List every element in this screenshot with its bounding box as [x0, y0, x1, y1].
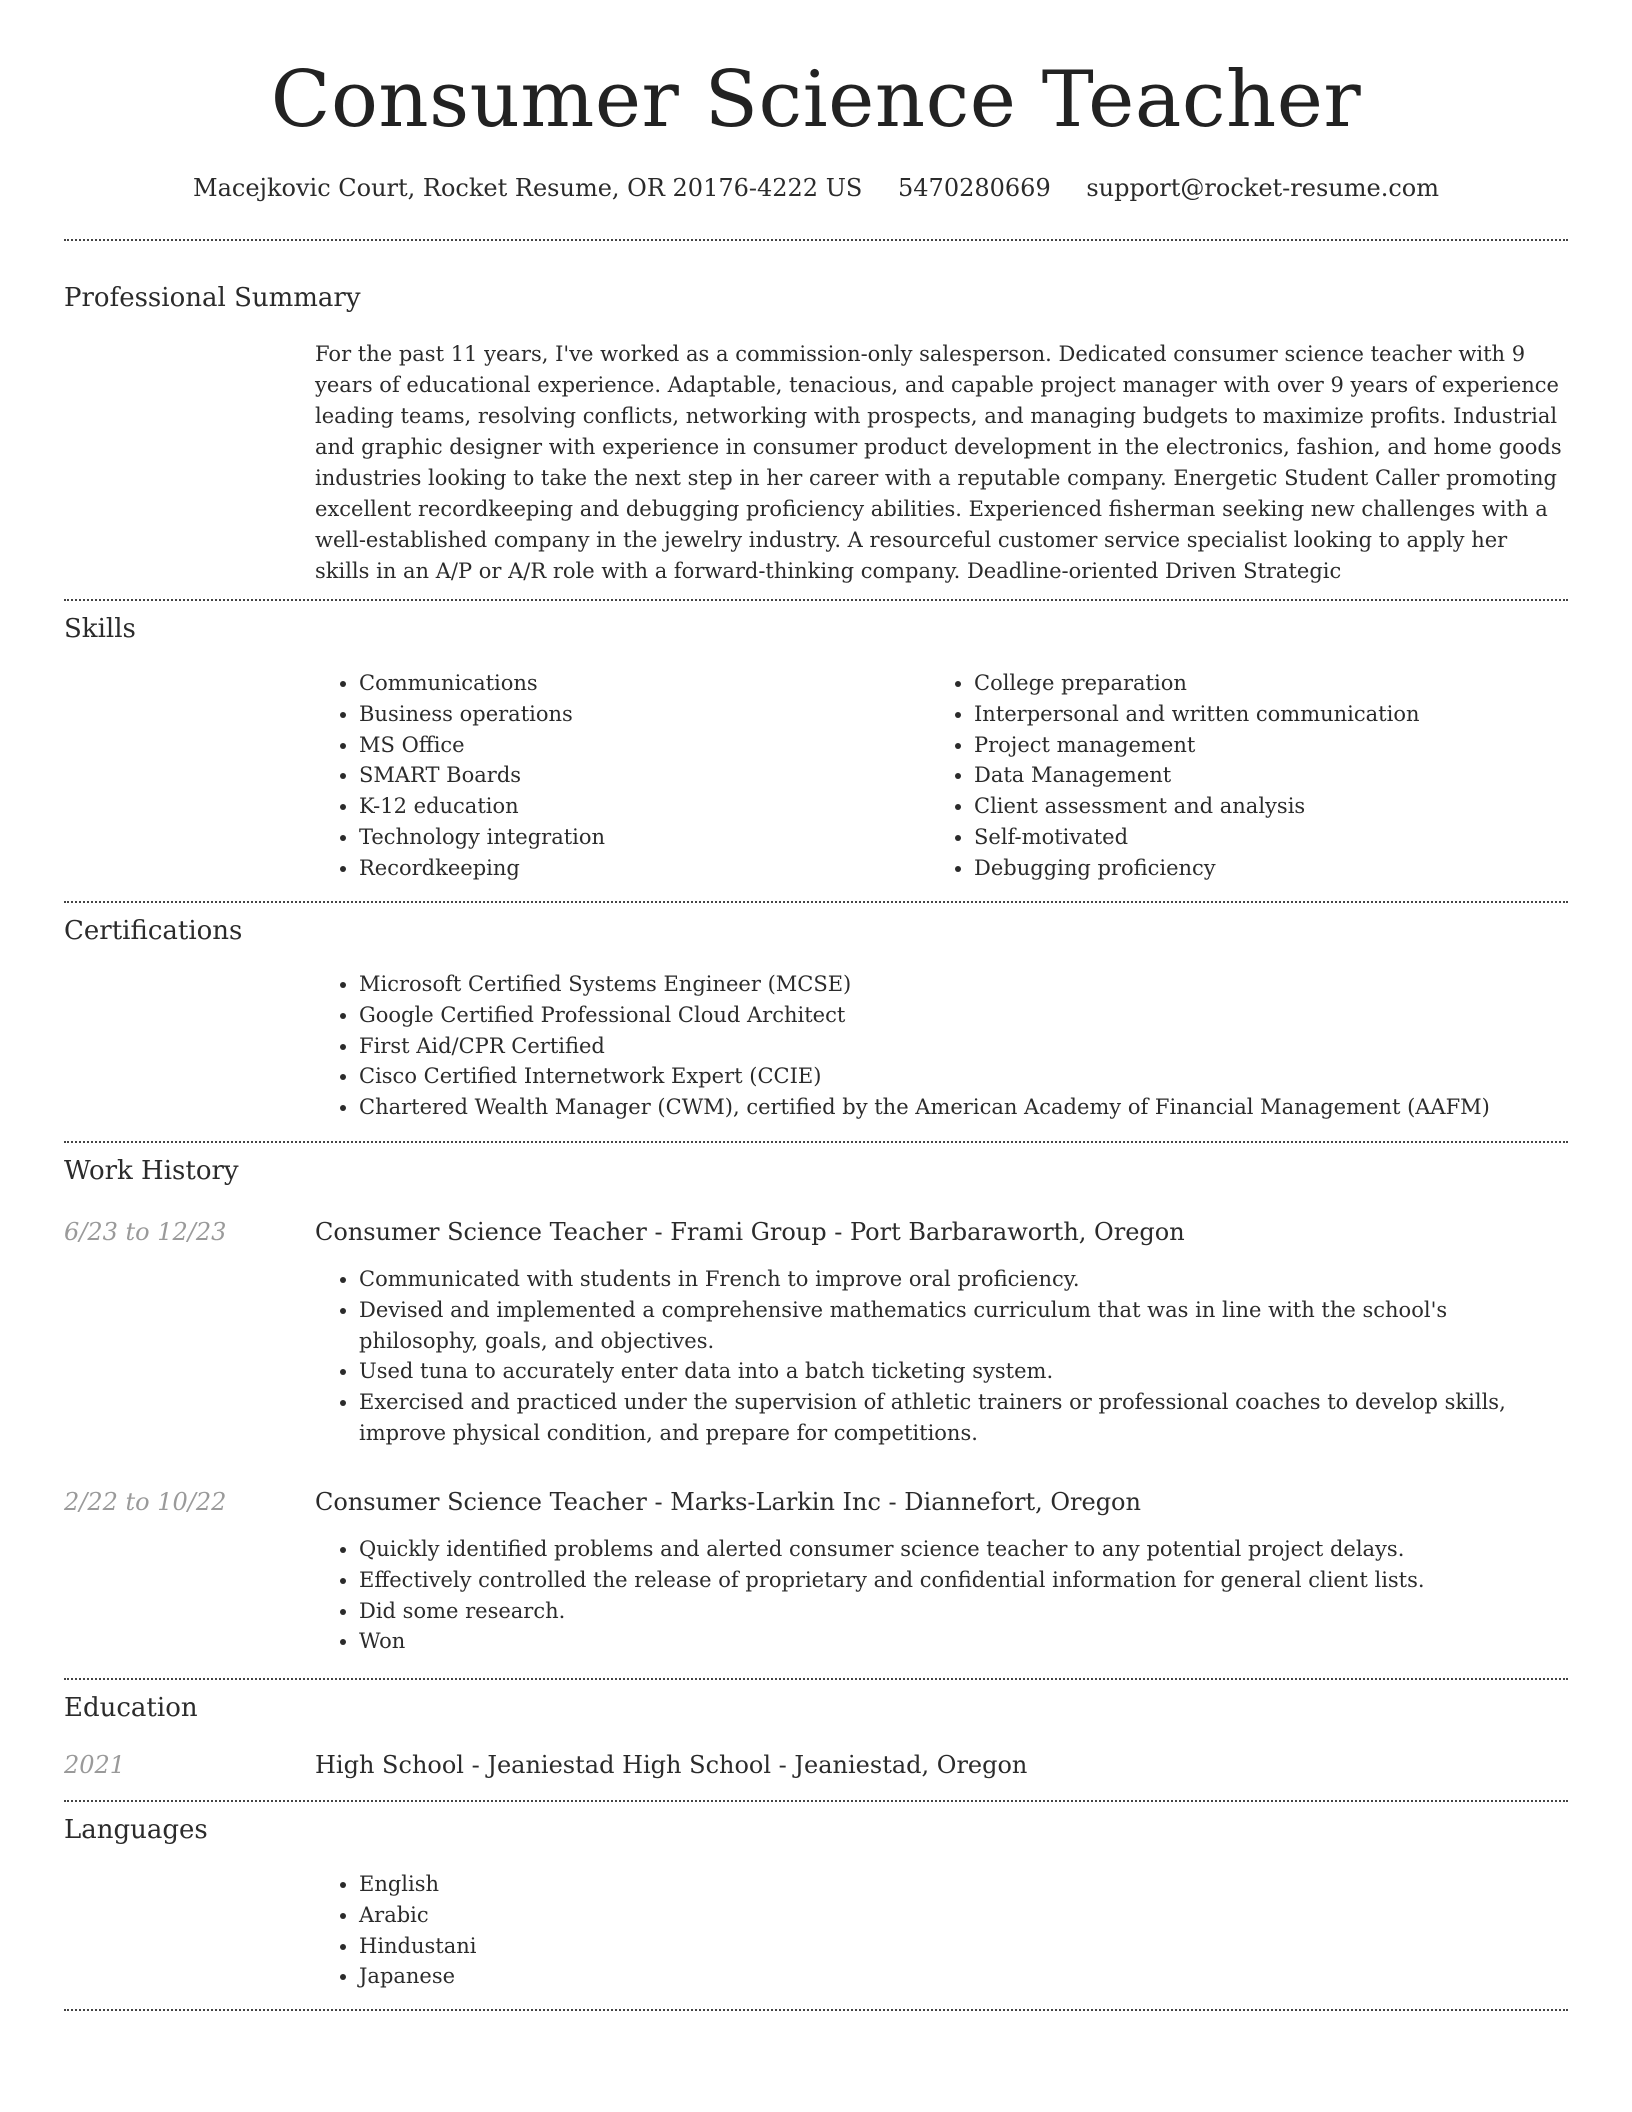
skill-item: • Recordkeeping — [359, 853, 915, 884]
job-heading: Consumer Science Teacher - Frami Group - Port Barbaraworth, Oregon — [315, 1218, 1185, 1246]
contact-email: support@rocket-resume.com — [1086, 174, 1439, 202]
skill-item: • Data Management — [974, 760, 1530, 791]
section-divider — [64, 2009, 1568, 2011]
language-item: • Arabic — [359, 1900, 1568, 1931]
skill-item: • MS Office — [359, 730, 915, 761]
section-divider — [64, 1678, 1568, 1680]
job-bullet: • Used tuna to accurately enter data into a batch ticketing system. — [359, 1356, 1568, 1387]
skill-item: • SMART Boards — [359, 760, 915, 791]
section-divider — [64, 901, 1568, 903]
job-heading: Consumer Science Teacher - Marks-Larkin Inc - Diannefort, Oregon — [315, 1488, 1141, 1516]
section-divider — [64, 1141, 1568, 1143]
skill-item: • Client assessment and analysis — [974, 791, 1530, 822]
section-divider — [64, 1800, 1568, 1802]
candidate-name: Consumer Science Teacher — [270, 55, 1362, 145]
section-title-languages: Languages — [64, 1815, 208, 1845]
skill-item: • Project management — [974, 730, 1530, 761]
language-item: • English — [359, 1869, 1568, 1900]
job-bullet: • Won — [359, 1626, 1568, 1657]
language-item: • Hindustani — [359, 1931, 1568, 1962]
education-heading: High School - Jeaniestad High School - Jeaniestad, Oregon — [315, 1751, 1028, 1779]
education-dates: 2021 — [64, 1751, 126, 1779]
certification-item: • Microsoft Certified Systems Engineer (MCSE) — [359, 969, 1568, 1000]
job-bullet: • Quickly identified problems and alerted consumer science teacher to any potential project delays. — [359, 1534, 1568, 1565]
contact-address: Macejkovic Court, Rocket Resume, OR 20176-4222 US — [193, 174, 863, 202]
skill-item: • Technology integration — [359, 822, 915, 853]
job-bullets — [315, 1264, 1568, 1449]
skill-item: • College preparation — [974, 668, 1530, 699]
skill-item: • Self-motivated — [974, 822, 1530, 853]
languages-section — [315, 1869, 1568, 1992]
job-bullet: • Did some research. — [359, 1596, 1568, 1627]
certification-item: • Chartered Wealth Manager (CWM), certified by the American Academy of Financial Management (AAFM) — [359, 1092, 1568, 1123]
skills-right-column — [930, 668, 1530, 884]
summary-section — [315, 339, 1568, 587]
skill-item: • K-12 education — [359, 791, 915, 822]
section-divider — [64, 239, 1568, 241]
section-divider — [64, 599, 1568, 601]
contact-phone: 5470280669 — [898, 174, 1051, 202]
section-title-work-history: Work History — [64, 1156, 239, 1186]
language-item: • Japanese — [359, 1961, 1568, 1992]
certification-item: • Google Certified Professional Cloud Architect — [359, 1000, 1568, 1031]
job-bullet: • Communicated with students in French to improve oral proficiency. — [359, 1264, 1568, 1295]
skill-item: • Business operations — [359, 699, 915, 730]
certifications-section — [315, 969, 1568, 1123]
skills-left-column — [315, 668, 915, 884]
section-title-summary: Professional Summary — [64, 283, 361, 313]
job-bullet: • Effectively controlled the release of proprietary and confidential information for general client lists. — [359, 1565, 1568, 1596]
section-title-certifications: Certifications — [64, 916, 243, 946]
certification-item: • Cisco Certified Internetwork Expert (CCIE) — [359, 1061, 1568, 1092]
skill-item: • Communications — [359, 668, 915, 699]
job-dates: 2/22 to 10/22 — [64, 1488, 227, 1516]
job-bullets — [315, 1534, 1568, 1657]
job-dates: 6/23 to 12/23 — [64, 1218, 227, 1246]
job-bullet: • Devised and implemented a comprehensive mathematics curriculum that was in line with the school's philosophy, goals, and objectives. — [359, 1295, 1568, 1357]
job-bullet: • Exercised and practiced under the supervision of athletic trainers or professional coaches to develop skills, improve physical condition, and prepare for competitions. — [359, 1387, 1568, 1449]
summary-text: For the past 11 years, I've worked as a commission-only salesperson. Dedicated consumer science teacher with 9 years of educational experience. Adaptable, tenacious, and capable project manager with over 9 years of experience leading teams, resolving conflicts, networking with prospects, and managing budgets to maximize profits. Industrial and graphic designer with experience in consumer product development in the electronics, fashion, and home goods industries looking to take the next step in her career with a reputable company. Energetic Student Caller promoting excellent recordkeeping and debugging proficiency abilities. Experienced fisherman seeking new challenges with a well-established company in the jewelry industry. A resourceful customer service specialist looking to apply her skills in an A/P or A/R role with a forward-thinking company. Deadline-oriented Driven Strategic — [315, 342, 1562, 583]
certification-item: • First Aid/CPR Certified — [359, 1031, 1568, 1062]
skill-item: • Interpersonal and written communication — [974, 699, 1530, 730]
skill-item: • Debugging proficiency — [974, 853, 1530, 884]
contact-line — [64, 170, 1568, 206]
section-title-skills: Skills — [64, 614, 136, 644]
section-title-education: Education — [64, 1693, 198, 1723]
